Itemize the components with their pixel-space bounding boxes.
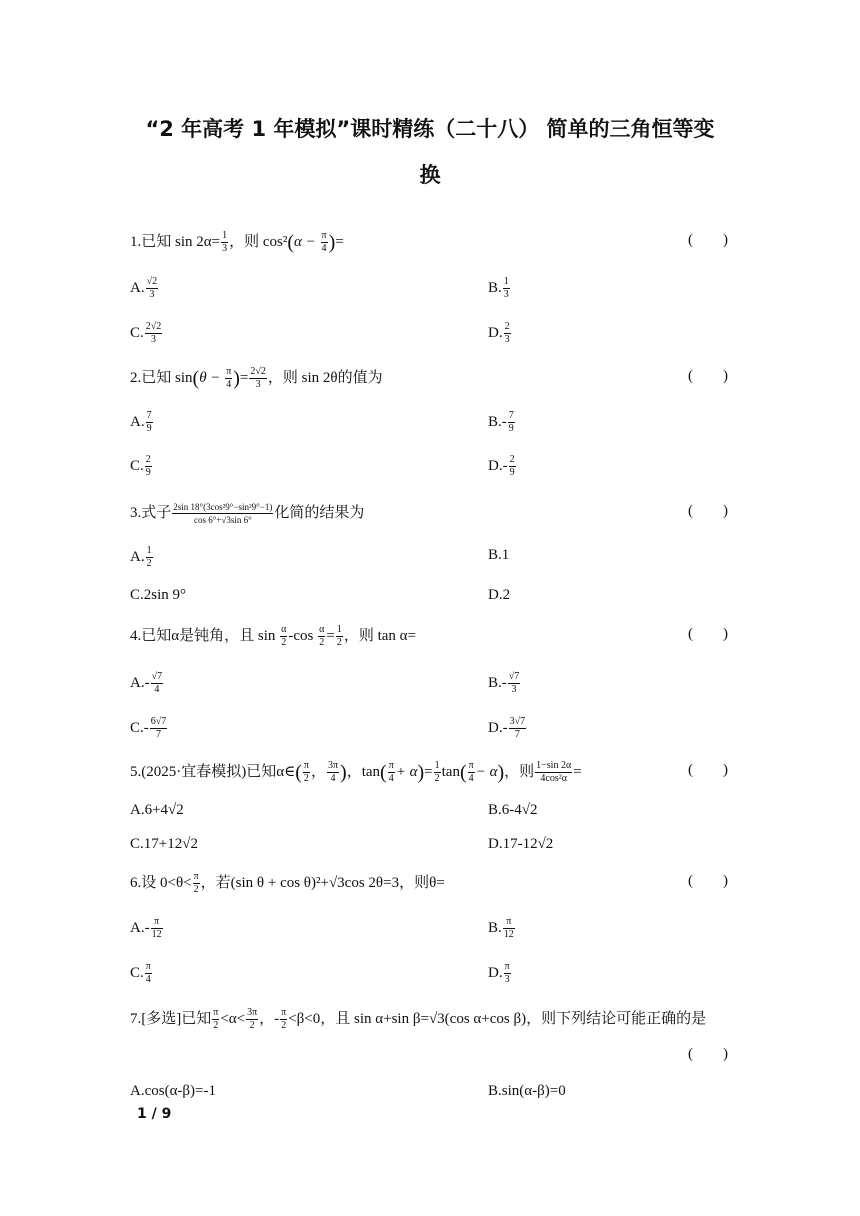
q6-option-b[interactable]: B. $\frac{\pi}{12}$ <box>488 916 514 940</box>
q2-option-b[interactable]: B.- $\frac{7}{9}$ <box>488 410 514 434</box>
q2-option-a[interactable]: A. $\frac{7}{9}$ <box>130 410 152 434</box>
fraction: $\frac{1}{3}$ <box>222 230 228 254</box>
answer-parenthesis: ( ) <box>688 232 728 248</box>
q5-option-c[interactable]: C.17+12√2 <box>130 836 198 852</box>
q4-option-d[interactable]: D.- $\frac{3√7}{7}$ <box>488 716 526 740</box>
q1-option-d[interactable]: D. $\frac{2}{3}$ <box>488 321 510 345</box>
q7-option-a[interactable]: A.cos(α-β)=-1 <box>130 1083 217 1099</box>
q2-option-c[interactable]: C. $\frac{2}{9}$ <box>130 454 151 478</box>
title-line-1: “2 年高考 1 年模拟”课时精练（二十八） 简单的三角恒等变 <box>145 117 715 141</box>
answer-parenthesis: ( ) <box>688 368 728 384</box>
q4-option-b[interactable]: B.- $\frac{√7}{3}$ <box>488 671 520 695</box>
q5-option-d[interactable]: D.17-12√2 <box>488 836 554 852</box>
answer-parenthesis: ( ) <box>688 503 728 519</box>
q3-option-d[interactable]: D.2 <box>488 587 511 603</box>
question-6-stem: 6.设 0<θ< $\frac{\pi}{2}$ ，若(sin θ + cos θ)²+√3cos 2θ=3，则θ= <box>130 871 445 895</box>
question-7-stem: 7.[多选]已知 $\frac{\pi}{2}$ <α< $\frac{3\pi}{2}$ ，- $\frac{\pi}{2}$ <β<0，且 sin α+sin β=√3(cos α+cos β)，则下列结论可能正确的是 <box>130 1007 707 1031</box>
q3-option-a[interactable]: A. $\frac{1}{2}$ <box>130 545 152 569</box>
q6-option-a[interactable]: A.- $\frac{\pi}{12}$ <box>130 916 162 940</box>
q1-option-a[interactable]: A. $\frac{√2}{3}$ <box>130 276 158 300</box>
answer-parenthesis: ( ) <box>688 762 728 778</box>
question-5-stem: 5.(2025·宜春模拟)已知α∈( $\frac{\pi}{2}$ ， $\frac{3\pi}{4}$ )，tan( $\frac{\pi}{4}$ + α)= $\frac{1}{2}$ tan( $\frac{\pi}{4}$ − α)，则 $\frac{1-\sin 2\alpha}{\text{4cos²α}}$ = <box>130 760 582 784</box>
answer-parenthesis: ( ) <box>688 1046 728 1062</box>
page-number: 1 / 9 <box>137 1106 172 1122</box>
question-3-stem: 3.式子 $\frac{\text{2sin 18°(3cos²9°−sin²9°−1)}}{\cos 6^\circ+√3\sin 6^\circ}$ 化简的结果为 <box>130 502 365 525</box>
q5-option-a[interactable]: A.6+4√2 <box>130 802 184 818</box>
q2-option-d[interactable]: D.- $\frac{2}{9}$ <box>488 454 515 478</box>
document-title <box>130 106 730 198</box>
q1-option-b[interactable]: B. $\frac{1}{3}$ <box>488 276 509 300</box>
q3-option-b[interactable]: B.1 <box>488 547 510 563</box>
question-2-stem: 2.已知 sin(θ − $\frac{\pi}{4}$ )= $\frac{2√2}{3}$ ，则 sin 2θ的值为 <box>130 366 383 390</box>
answer-parenthesis: ( ) <box>688 873 728 889</box>
q1-option-c[interactable]: C. $\frac{2√2}{3}$ <box>130 321 162 345</box>
q4-option-a[interactable]: A.- $\frac{√7}{4}$ <box>130 671 163 695</box>
q6-option-c[interactable]: C. $\frac{\pi}{4}$ <box>130 961 151 985</box>
q3-option-c[interactable]: C.2sin 9° <box>130 587 187 603</box>
question-1-stem: 1.已知 sin 2α= $\frac{1}{3}$ ，则 cos²(α − $\frac{\pi}{4}$ )= <box>130 230 344 254</box>
title-line-2: 换 <box>419 163 441 187</box>
q7-option-b[interactable]: B.sin(α-β)=0 <box>488 1083 566 1099</box>
question-4-stem: 4.已知α是钝角，且 sin $\frac{\alpha}{2}$ -cos $\frac{\alpha}{2}$ = $\frac{1}{2}$ ，则 tan α= <box>130 624 416 648</box>
q4-option-c[interactable]: C.- $\frac{6√7}{7}$ <box>130 716 167 740</box>
q6-option-d[interactable]: D. $\frac{\pi}{3}$ <box>488 961 510 985</box>
fraction: $\frac{\pi}{4}$ <box>321 230 327 254</box>
answer-parenthesis: ( ) <box>688 626 728 642</box>
q5-option-b[interactable]: B.6-4√2 <box>488 802 538 818</box>
